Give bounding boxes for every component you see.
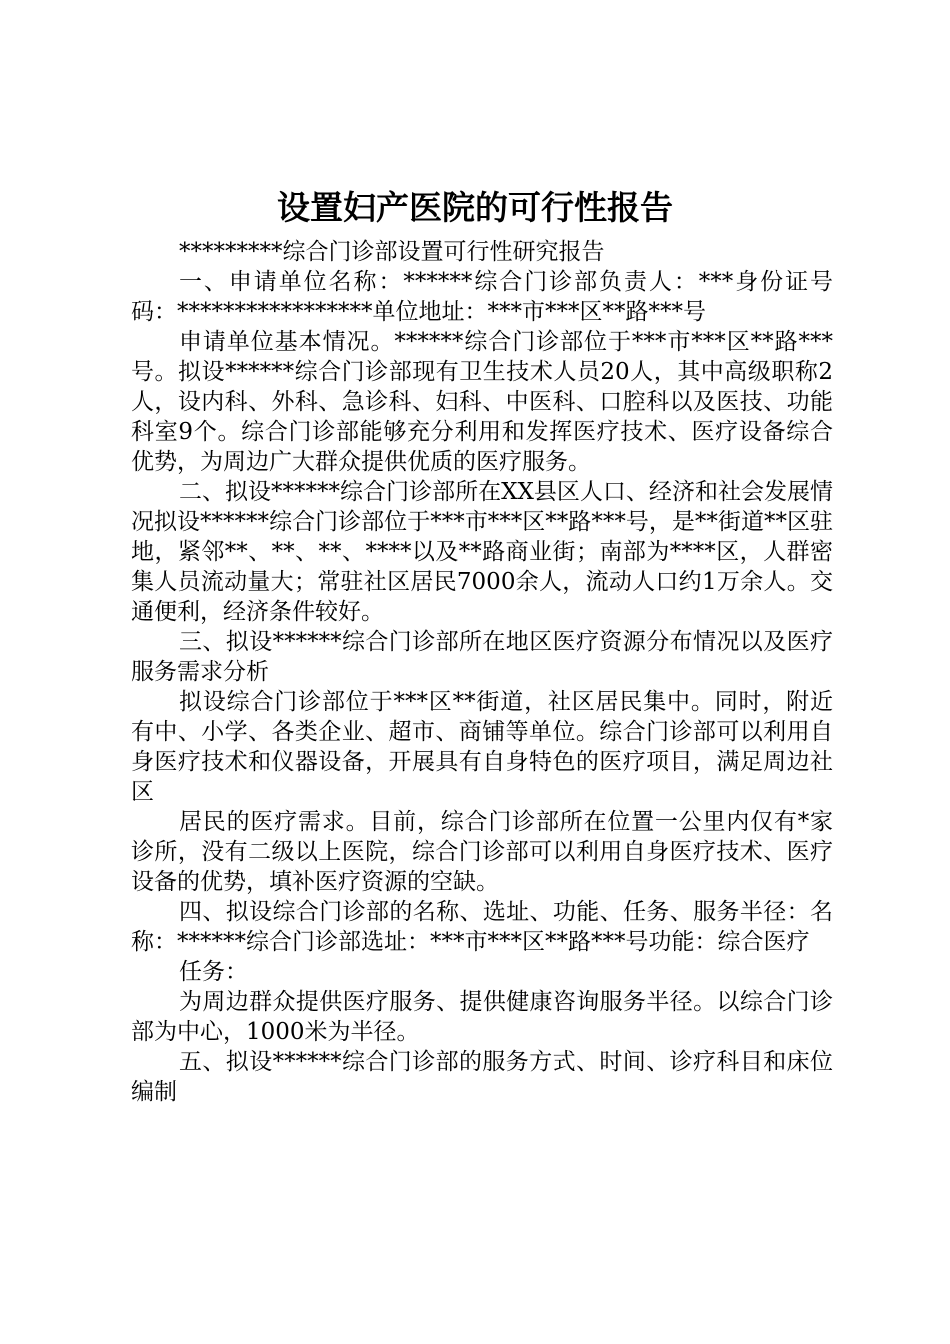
paragraph-tasks-label: 任务： — [179, 959, 248, 985]
document-body — [131, 237, 833, 1107]
paragraph-tasks: 为周边群众提供医疗服务、提供健康咨询服务半径。以综合门诊部为中心，1000米为半径。 — [131, 989, 833, 1045]
paragraph-resource-need: 居民的医疗需求。目前，综合门诊部所在位置一公里内仅有*家诊所，没有二级以上医院，综合门诊部可以利用自身医疗技术、医疗设备的优势，填补医疗资源的空缺。 — [131, 809, 833, 895]
paragraph-name-location: 四、拟设综合门诊部的名称、选址、功能、任务、服务半径：名称：******综合门诊部选址：***市***区**路***号功能：综合医疗 — [131, 899, 833, 955]
paragraph-applicant-name: 一、申请单位名称：******综合门诊部负责人：***身份证号码：*****************单位地址：***市***区**路***号 — [131, 269, 833, 325]
document-title: 设置妇产医院的可行性报告 — [277, 188, 673, 227]
paragraph-resource-analysis: 拟设综合门诊部位于***区**街道，社区居民集中。同时，附近有中、小学、各类企业、超市、商铺等单位。综合门诊部可以利用自身医疗技术和仪器设备，开展具有自身特色的医疗项目，满足周边社区 — [131, 689, 833, 805]
paragraph-service-heading: 五、拟设******综合门诊部的服务方式、时间、诊疗科目和床位编制 — [131, 1049, 833, 1105]
paragraph-resource-heading: 三、拟设******综合门诊部所在地区医疗资源分布情况以及医疗服务需求分析 — [131, 629, 833, 685]
paragraph-applicant-info: 申请单位基本情况。******综合门诊部位于***市***区**路***号。拟设******综合门诊部现有卫生技术人员20人，其中高级职称2人，设内科、外科、急诊科、妇科、中医科、口腔科以及医技、功能科室9个。综合门诊部能够充分利用和发挥医疗技术、医疗设备综合优势，为周边广大群众提供优质的医疗服务。 — [131, 329, 833, 475]
paragraph-report-heading: *********综合门诊部设置可行性研究报告 — [179, 239, 605, 265]
paragraph-population-economy: 二、拟设******综合门诊部所在XX县区人口、经济和社会发展情况拟设******综合门诊部位于***市***区**路***号，是**街道**区驻地，紧邻**、**、**、****以及**路商业街；南部为****区，人群密集人员流动量大；常驻社区居民7000余人，流动人口约1万余人。交通便利，经济条件较好。 — [131, 479, 833, 625]
